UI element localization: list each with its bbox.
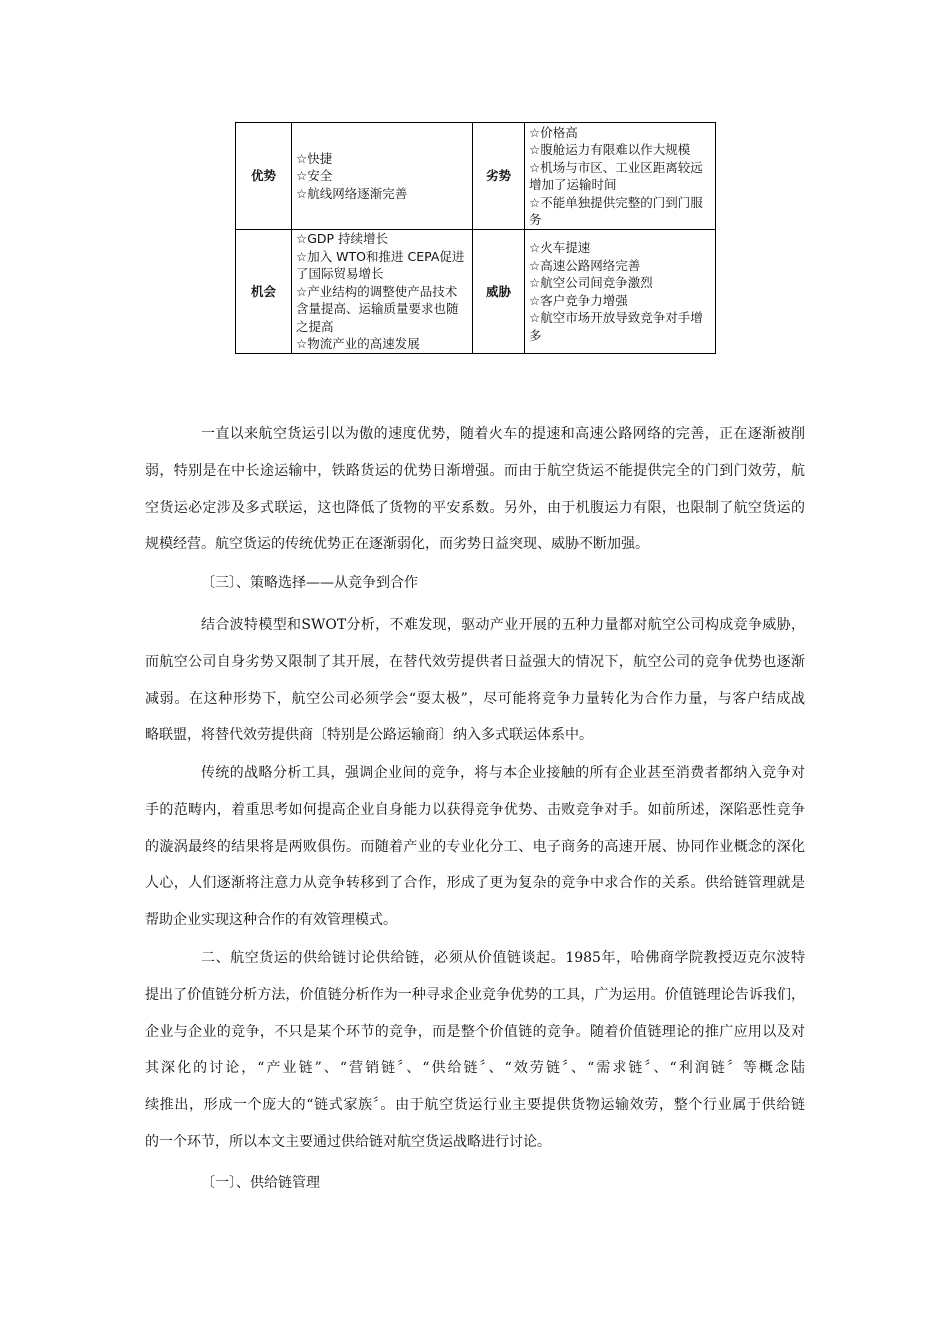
threat-item: ☆航空市场开放导致竞争对手增多	[529, 310, 703, 343]
paragraph-porter-swot	[145, 607, 805, 754]
weaknesses-label: 劣势	[473, 123, 525, 230]
threat-item: ☆高速公路网络完善	[529, 257, 641, 273]
paragraph-line: 略联盟，将替代效劳提供商〔特别是公路运输商〕纳入多式联运体系中。	[145, 727, 593, 744]
paragraph-line: 其深化的讨论，“产业链”、“营销链〞、“供给链〞、“效劳链〞、“需求链〞、“利润链〞等概念陆	[145, 1060, 805, 1077]
section-heading-supply-chain: 〔一〕、供给链管理	[201, 1175, 320, 1191]
paragraph-line: 的漩涡最终的结果将是两败俱伤。而随着产业的专业化分工、电子商务的高速开展、协同作业概念的深化	[145, 838, 805, 855]
paragraph-line: 结合波特模型和SWOT分析，不难发现，驱动产业开展的五种力量都对航空公司构成竞争威胁，	[201, 617, 805, 633]
paragraph-line: 减弱。在这种形势下，航空公司必须学会“耍太极”，尽可能将竞争力量转化为合作力量，与客户结成战	[145, 690, 805, 707]
opportunities-label: 机会	[236, 230, 292, 354]
paragraph-line: 手的范畴内，着重思考如何提高企业自身能力以获得竞争优势、击败竞争对手。如前所述，深陷恶性竞争	[145, 801, 805, 818]
weakness-item: ☆机场与市区、工业区距离较远增加了运输时间	[529, 159, 703, 192]
threats-label: 威胁	[473, 230, 525, 354]
opportunities-cell	[292, 230, 473, 354]
paragraph-value-chain	[145, 940, 805, 1161]
threat-item: ☆客户竞争力增强	[529, 292, 628, 308]
paragraph-line: 续推出，形成一个庞大的“链式家族〞。由于航空货运行业主要提供货物运输效劳，整个行业属于供给链	[145, 1097, 805, 1114]
strengths-cell	[292, 123, 473, 230]
weaknesses-cell	[525, 123, 716, 230]
weakness-item: ☆腹舱运力有限难以作大规模	[529, 142, 691, 157]
opportunity-item: ☆GDP 持续增长	[296, 231, 389, 247]
paragraph-line: 企业与企业的竞争，不只是某个环节的竞争，而是整个价值链的竞争。随着价值链理论的推广应用以及对	[145, 1023, 805, 1040]
paragraph-line: 而航空公司自身劣势又限制了其开展，在替代效劳提供者日益强大的情况下，航空公司的竞争优势也逐渐	[145, 653, 805, 670]
opportunity-item: ☆加入 WTO和推进 CEPA促进了国际贸易增长	[296, 248, 465, 282]
paragraph-line: 一直以来航空货运引以为傲的速度优势，随着火车的提速和高速公路网络的完善，正在逐渐被削	[201, 426, 805, 442]
swot-table	[235, 122, 716, 354]
weakness-item: ☆价格高	[529, 124, 578, 140]
paragraph-line: 帮助企业实现这种合作的有效管理模式。	[145, 912, 397, 929]
paragraph-line: 空货运必定涉及多式联运，这也降低了货物的平安系数。另外，由于机腹运力有限，也限制了航空货运的	[145, 499, 805, 516]
strength-item: ☆航线网络逐渐完善	[296, 185, 408, 201]
paragraph-line: 二、航空货运的供给链讨论供给链，必须从价值链谈起。1985年，哈佛商学院教授迈克尔波特	[201, 950, 805, 966]
opportunity-item: ☆产业结构的调整使产品技术含量提高、运输质量要求也随之提高	[296, 283, 459, 334]
strengths-label: 优势	[236, 123, 292, 230]
paragraph-line: 人心，人们逐渐将注意力从竞争转移到了合作，形成了更为复杂的竞争中求合作的关系。供给链管理就是	[145, 875, 805, 892]
paragraph-line: 规模经营。航空货运的传统优势正在逐渐弱化，而劣势日益突现、威胁不断加强。	[145, 536, 649, 553]
paragraph-line: 传统的战略分析工具，强调企业间的竞争，将与本企业接触的所有企业甚至消费者都纳入竞争对	[201, 765, 805, 781]
paragraph-line: 提出了价值链分析方法，价值链分析作为一种寻求企业竞争优势的工具，广为运用。价值链理论告诉我们，	[145, 986, 805, 1003]
paragraph-traditional-strategy	[145, 755, 805, 939]
paragraph-speed-advantage	[145, 416, 805, 563]
section-heading-strategy: 〔三〕、策略选择——从竞争到合作	[201, 575, 418, 591]
threat-item: ☆航空公司间竞争激烈	[529, 275, 653, 290]
paragraph-line: 的一个环节，所以本文主要通过供给链对航空货运战略进行讨论。	[145, 1133, 551, 1150]
threats-cell	[525, 230, 716, 354]
opportunity-item: ☆物流产业的高速发展	[296, 336, 420, 352]
strength-item: ☆安全	[296, 168, 333, 184]
paragraph-line: 弱，特别是在中长途运输中，铁路货运的优势日渐增强。而由于航空货运不能提供完全的门到门效劳，航	[145, 462, 805, 479]
threat-item: ☆火车提速	[529, 240, 591, 255]
weakness-item: ☆不能单独提供完整的门到门服务	[529, 194, 703, 227]
strength-item: ☆快捷	[296, 150, 333, 166]
